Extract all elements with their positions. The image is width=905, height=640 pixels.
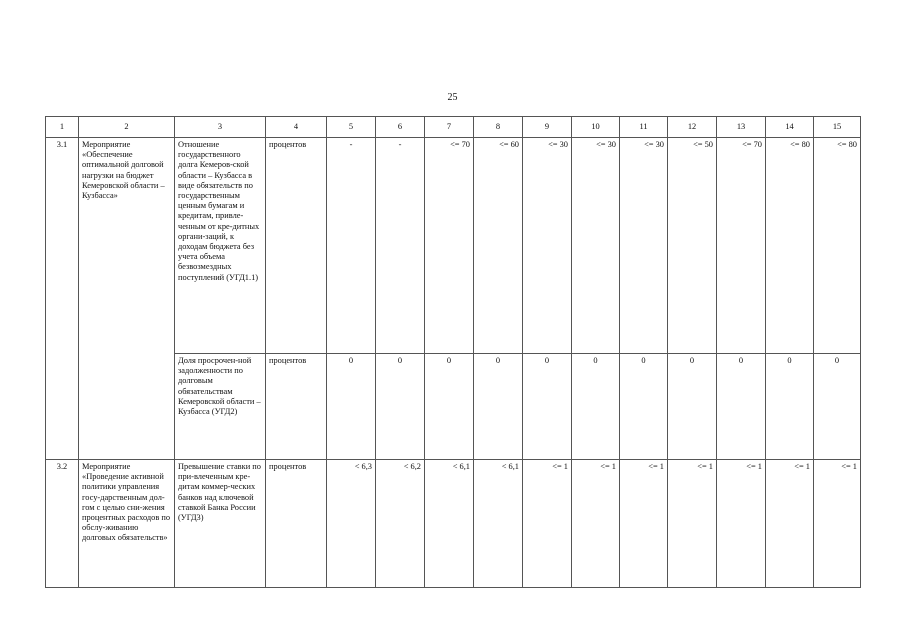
- value-cell: <= 1: [572, 460, 620, 588]
- value-cell: <= 70: [425, 138, 474, 354]
- event-cell: Мероприятие «Обеспечение оптимальной долговой нагрузки на бюджет Кемеровской области – Кузбасса»: [79, 138, 175, 460]
- value-cell: < 6,1: [425, 460, 474, 588]
- value-cell: 0: [572, 354, 620, 460]
- header-cell: 7: [425, 117, 474, 138]
- value-cell: <= 30: [523, 138, 572, 354]
- value-cell: <= 30: [620, 138, 668, 354]
- value-cell: -: [376, 138, 425, 354]
- indicator-cell: Отношение государственного долга Кемеров-ской области – Кузбасса в виде обязательств по государственным ценным бумагам и кредитам, привле-ченным от кре-дитных органи-заций, к доходам бюджета без учета объема безвозмездных поступлений (УГД1.1): [175, 138, 266, 354]
- header-cell: 14: [766, 117, 814, 138]
- header-cell: 8: [474, 117, 523, 138]
- value-cell: < 6,3: [327, 460, 376, 588]
- value-cell: 0: [523, 354, 572, 460]
- value-cell: <= 1: [620, 460, 668, 588]
- header-cell: 3: [175, 117, 266, 138]
- row-number-cell: 3.2: [46, 460, 79, 588]
- unit-cell: процентов: [266, 460, 327, 588]
- header-cell: 1: [46, 117, 79, 138]
- unit-cell: процентов: [266, 354, 327, 460]
- value-cell: <= 80: [766, 138, 814, 354]
- table-row: [46, 460, 861, 588]
- header-cell: 5: [327, 117, 376, 138]
- value-cell: 0: [327, 354, 376, 460]
- value-cell: 0: [668, 354, 717, 460]
- indicator-cell: Превышение ставки по при-влеченным кре-дитам коммер-ческих банков над ключевой ставкой Банка России (УГД3): [175, 460, 266, 588]
- value-cell: <= 80: [814, 138, 861, 354]
- value-cell: 0: [376, 354, 425, 460]
- value-cell: <= 1: [814, 460, 861, 588]
- table-row: [46, 138, 861, 354]
- value-cell: 0: [766, 354, 814, 460]
- value-cell: <= 60: [474, 138, 523, 354]
- value-cell: <= 1: [523, 460, 572, 588]
- value-cell: <= 30: [572, 138, 620, 354]
- header-cell: 2: [79, 117, 175, 138]
- value-cell: <= 50: [668, 138, 717, 354]
- header-cell: 9: [523, 117, 572, 138]
- header-cell: 4: [266, 117, 327, 138]
- value-cell: 0: [717, 354, 766, 460]
- value-cell: 0: [425, 354, 474, 460]
- value-cell: 0: [474, 354, 523, 460]
- unit-cell: процентов: [266, 138, 327, 354]
- value-cell: <= 1: [717, 460, 766, 588]
- header-cell: 15: [814, 117, 861, 138]
- value-cell: <= 1: [766, 460, 814, 588]
- event-cell: Мероприятие «Проведение активной политики управления госу-дарственным дол-гом с целью сни-жения процентных расходов по обслу-живанию долговых обязательств»: [79, 460, 175, 588]
- header-cell: 10: [572, 117, 620, 138]
- table-header-row: [46, 117, 861, 138]
- header-cell: 6: [376, 117, 425, 138]
- value-cell: 0: [620, 354, 668, 460]
- indicators-table: [45, 116, 861, 588]
- header-cell: 11: [620, 117, 668, 138]
- row-number-cell: 3.1: [46, 138, 79, 460]
- indicator-cell: Доля просрочен-ной задолженности по долговым обязательствам Кемеровской области – Кузбасса (УГД2): [175, 354, 266, 460]
- value-cell: 0: [814, 354, 861, 460]
- header-cell: 13: [717, 117, 766, 138]
- page-number: 25: [447, 92, 458, 103]
- value-cell: -: [327, 138, 376, 354]
- header-cell: 12: [668, 117, 717, 138]
- value-cell: < 6,2: [376, 460, 425, 588]
- value-cell: < 6,1: [474, 460, 523, 588]
- value-cell: <= 1: [668, 460, 717, 588]
- value-cell: <= 70: [717, 138, 766, 354]
